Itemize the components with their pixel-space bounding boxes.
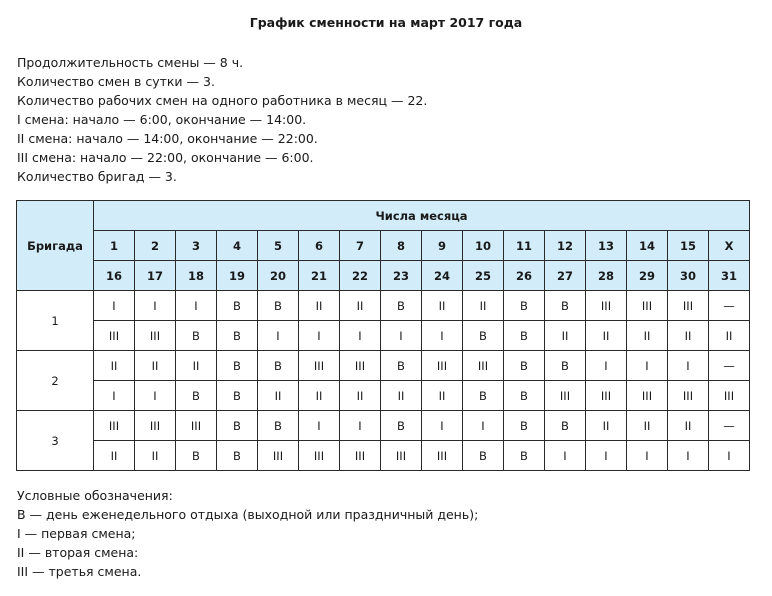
- shift-cell: III: [586, 291, 627, 321]
- shift-cell: В: [545, 411, 586, 441]
- day-number-cell: 11: [504, 231, 545, 261]
- shift-cell: В: [381, 411, 422, 441]
- shift-cell: III: [627, 291, 668, 321]
- shift-cell: II: [463, 291, 504, 321]
- shift-cell: I: [668, 351, 709, 381]
- legend-line: Условные обозначения:: [17, 488, 173, 503]
- brigade-row: [17, 321, 750, 351]
- shift-cell: I: [94, 381, 135, 411]
- brigade-row: [17, 411, 750, 441]
- shift-cell: II: [299, 291, 340, 321]
- header-row: [17, 201, 750, 231]
- day-number-cell: 19: [217, 261, 258, 291]
- shift-cell: II: [299, 381, 340, 411]
- shift-cell: II: [668, 321, 709, 351]
- day-number-cell: X: [709, 231, 750, 261]
- shift-cell: В: [504, 321, 545, 351]
- shift-cell: II: [381, 381, 422, 411]
- shift-cell: III: [94, 321, 135, 351]
- shift-cell: В: [258, 351, 299, 381]
- day-number-row: [17, 261, 750, 291]
- shift-cell: В: [463, 381, 504, 411]
- shift-cell: В: [217, 291, 258, 321]
- info-line: Продолжительность смены — 8 ч.: [17, 55, 244, 70]
- shift-cell: II: [135, 351, 176, 381]
- shift-cell: I: [545, 441, 586, 471]
- shift-cell: II: [422, 291, 463, 321]
- shift-cell: II: [586, 321, 627, 351]
- shift-cell: В: [176, 441, 217, 471]
- shift-cell: I: [422, 321, 463, 351]
- shift-cell: I: [586, 441, 627, 471]
- day-number-cell: 16: [94, 261, 135, 291]
- brigade-row: [17, 291, 750, 321]
- day-number-cell: 15: [668, 231, 709, 261]
- shift-cell: II: [668, 411, 709, 441]
- day-number-cell: 20: [258, 261, 299, 291]
- day-number-cell: 21: [299, 261, 340, 291]
- shift-cell: В: [217, 381, 258, 411]
- shift-cell: I: [627, 351, 668, 381]
- brigade-number: 1: [17, 291, 94, 351]
- shift-cell: I: [135, 381, 176, 411]
- shift-cell: III: [135, 411, 176, 441]
- legend-line: II — вторая смена:: [17, 545, 139, 560]
- legend-line: В — день еженедельного отдыха (выходной или праздничный день);: [17, 507, 479, 522]
- shift-cell: III: [299, 441, 340, 471]
- info-line: Количество смен в сутки — 3.: [17, 74, 215, 89]
- shift-cell: III: [627, 381, 668, 411]
- info-line: I смена: начало — 6:00, окончание — 14:00.: [17, 112, 307, 127]
- shift-cell: III: [422, 351, 463, 381]
- shift-cell: В: [463, 441, 504, 471]
- day-number-cell: 24: [422, 261, 463, 291]
- shift-cell: —: [709, 351, 750, 381]
- day-number-cell: 6: [299, 231, 340, 261]
- day-number-cell: 5: [258, 231, 299, 261]
- day-number-cell: 7: [340, 231, 381, 261]
- info-line: Количество бригад — 3.: [17, 169, 177, 184]
- schedule-info: [17, 53, 427, 186]
- shift-cell: В: [381, 351, 422, 381]
- shift-cell: В: [504, 381, 545, 411]
- shift-cell: II: [340, 381, 381, 411]
- shift-cell: В: [504, 411, 545, 441]
- day-number-cell: 28: [586, 261, 627, 291]
- shift-cell: I: [586, 351, 627, 381]
- shift-cell: В: [217, 321, 258, 351]
- shift-schedule-table: [16, 200, 750, 471]
- shift-cell: III: [463, 351, 504, 381]
- day-number-cell: 22: [340, 261, 381, 291]
- info-line: III смена: начало — 22:00, окончание — 6:00.: [17, 150, 314, 165]
- shift-cell: III: [709, 381, 750, 411]
- shift-cell: III: [299, 351, 340, 381]
- shift-cell: В: [463, 321, 504, 351]
- brigade-number: 2: [17, 351, 94, 411]
- legend: [17, 486, 478, 581]
- shift-cell: В: [176, 321, 217, 351]
- day-number-cell: 10: [463, 231, 504, 261]
- day-number-cell: 4: [217, 231, 258, 261]
- shift-cell: III: [340, 441, 381, 471]
- shift-cell: I: [258, 321, 299, 351]
- shift-cell: II: [176, 351, 217, 381]
- brigade-header: Бригада: [17, 201, 94, 291]
- shift-cell: I: [94, 291, 135, 321]
- shift-cell: I: [135, 291, 176, 321]
- shift-cell: II: [135, 441, 176, 471]
- shift-cell: II: [94, 441, 135, 471]
- shift-cell: III: [176, 411, 217, 441]
- day-number-row: [17, 231, 750, 261]
- shift-cell: I: [176, 291, 217, 321]
- day-number-cell: 2: [135, 231, 176, 261]
- shift-cell: I: [299, 411, 340, 441]
- day-number-cell: 23: [381, 261, 422, 291]
- shift-cell: В: [504, 291, 545, 321]
- brigade-row: [17, 441, 750, 471]
- shift-cell: —: [709, 411, 750, 441]
- shift-cell: III: [258, 441, 299, 471]
- shift-cell: III: [135, 321, 176, 351]
- day-number-cell: 27: [545, 261, 586, 291]
- day-number-cell: 12: [545, 231, 586, 261]
- day-number-cell: 13: [586, 231, 627, 261]
- day-number-cell: 14: [627, 231, 668, 261]
- day-number-cell: 18: [176, 261, 217, 291]
- shift-cell: В: [176, 381, 217, 411]
- day-number-cell: 3: [176, 231, 217, 261]
- shift-cell: III: [381, 441, 422, 471]
- shift-cell: II: [340, 291, 381, 321]
- day-number-cell: 29: [627, 261, 668, 291]
- shift-cell: В: [217, 411, 258, 441]
- day-number-cell: 8: [381, 231, 422, 261]
- shift-cell: I: [340, 411, 381, 441]
- shift-cell: В: [504, 351, 545, 381]
- day-number-cell: 17: [135, 261, 176, 291]
- info-line: II смена: начало — 14:00, окончание — 22:00.: [17, 131, 318, 146]
- shift-cell: III: [94, 411, 135, 441]
- info-line: Количество рабочих смен на одного работника в месяц — 22.: [17, 93, 428, 108]
- day-number-cell: 1: [94, 231, 135, 261]
- shift-cell: В: [258, 291, 299, 321]
- shift-cell: В: [504, 441, 545, 471]
- days-header: Числа месяца: [94, 201, 750, 231]
- day-number-cell: 31: [709, 261, 750, 291]
- shift-cell: В: [381, 291, 422, 321]
- day-number-cell: 25: [463, 261, 504, 291]
- shift-cell: I: [627, 441, 668, 471]
- day-number-cell: 26: [504, 261, 545, 291]
- shift-cell: II: [709, 321, 750, 351]
- shift-cell: В: [545, 351, 586, 381]
- shift-cell: II: [545, 321, 586, 351]
- shift-cell: II: [586, 411, 627, 441]
- shift-cell: В: [258, 411, 299, 441]
- shift-cell: III: [545, 381, 586, 411]
- day-number-cell: 30: [668, 261, 709, 291]
- shift-cell: I: [709, 441, 750, 471]
- shift-cell: I: [463, 411, 504, 441]
- shift-cell: В: [217, 441, 258, 471]
- shift-cell: I: [668, 441, 709, 471]
- brigade-number: 3: [17, 411, 94, 471]
- shift-cell: III: [668, 381, 709, 411]
- legend-line: I — первая смена;: [17, 526, 136, 541]
- shift-cell: I: [422, 411, 463, 441]
- brigade-row: [17, 381, 750, 411]
- shift-cell: III: [668, 291, 709, 321]
- shift-cell: III: [586, 381, 627, 411]
- shift-cell: II: [627, 321, 668, 351]
- shift-cell: III: [422, 441, 463, 471]
- shift-cell: II: [627, 411, 668, 441]
- shift-cell: I: [340, 321, 381, 351]
- shift-cell: В: [217, 351, 258, 381]
- legend-line: III — третья смена.: [17, 564, 142, 579]
- shift-cell: II: [422, 381, 463, 411]
- shift-cell: II: [94, 351, 135, 381]
- shift-cell: III: [340, 351, 381, 381]
- shift-cell: —: [709, 291, 750, 321]
- page-title: График сменности на март 2017 года: [249, 15, 523, 30]
- brigade-row: [17, 351, 750, 381]
- day-number-cell: 9: [422, 231, 463, 261]
- shift-cell: I: [299, 321, 340, 351]
- shift-cell: II: [258, 381, 299, 411]
- shift-cell: В: [545, 291, 586, 321]
- shift-cell: I: [381, 321, 422, 351]
